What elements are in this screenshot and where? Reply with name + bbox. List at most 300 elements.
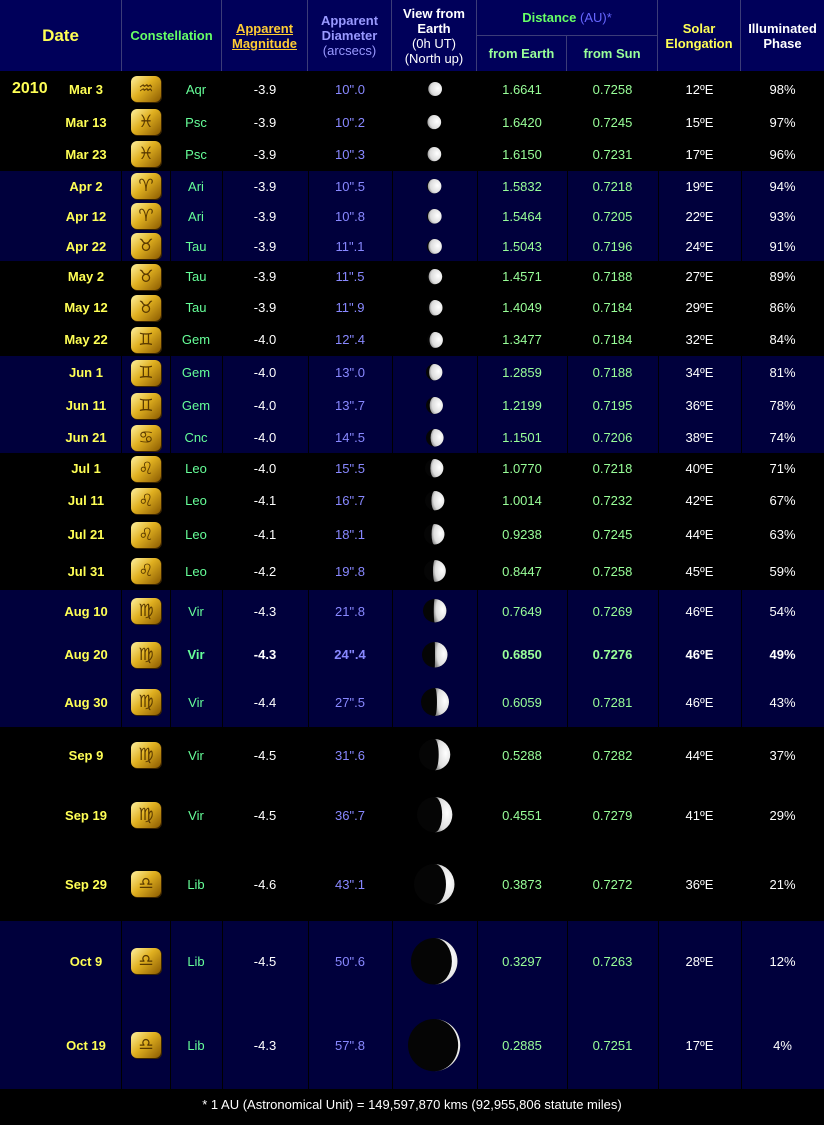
row-phase: 78% <box>769 398 796 413</box>
row-constellation: Leo <box>185 461 207 476</box>
column-divider <box>741 138 742 170</box>
row-distance-earth: 1.6420 <box>502 114 542 130</box>
row-distance-sun: 0.7206 <box>592 430 633 445</box>
row-date: Apr 22 <box>65 238 107 254</box>
zodiac-sign-icon <box>122 727 170 783</box>
row-view <box>392 292 477 323</box>
column-divider <box>308 677 309 727</box>
zodiac-glyph: ♎ <box>131 1032 161 1058</box>
row-phase: 84% <box>769 332 796 347</box>
header-elongation-line1: Solar <box>682 20 716 36</box>
column-divider <box>741 292 742 323</box>
column-divider <box>392 727 393 783</box>
row-constellation: Tau <box>185 269 207 284</box>
row-magnitude: -3.9 <box>253 208 277 224</box>
column-divider <box>308 201 309 231</box>
year-label: 2010 <box>12 80 48 97</box>
row-elongation: 36ºE <box>685 398 714 413</box>
column-divider <box>170 292 171 323</box>
row-distance-earth: 0.6850 <box>502 647 542 662</box>
column-divider <box>170 590 171 632</box>
column-divider <box>567 422 568 453</box>
row-distance-earth: 0.3297 <box>502 953 542 969</box>
column-divider <box>567 517 568 552</box>
column-divider <box>567 921 568 1001</box>
row-constellation: Gem <box>181 365 211 380</box>
column-divider <box>658 847 659 921</box>
row-distance-sun: 0.7279 <box>592 807 633 823</box>
column-divider <box>392 517 393 552</box>
row-magnitude: -4.0 <box>253 461 277 476</box>
row-diameter: 11".5 <box>335 269 365 284</box>
row-phase: 59% <box>769 563 796 579</box>
row-distance-earth: 1.0770 <box>502 461 542 476</box>
header-elongation-line2: Elongation <box>665 35 733 51</box>
row-date: Jul 1 <box>71 461 101 476</box>
row-date: Apr 2 <box>69 178 103 194</box>
zodiac-sign-icon <box>122 590 170 632</box>
row-distance-sun: 0.7276 <box>592 647 633 662</box>
column-divider <box>741 171 742 201</box>
table-row <box>0 261 824 292</box>
column-divider <box>567 590 568 632</box>
row-distance-sun: 0.7231 <box>592 146 633 162</box>
row-phase: 43% <box>769 694 796 710</box>
column-divider <box>392 552 393 590</box>
zodiac-glyph: ♍ <box>131 802 161 828</box>
column-divider <box>170 356 171 389</box>
column-divider <box>121 323 122 356</box>
column-divider <box>567 231 568 261</box>
row-magnitude: -3.9 <box>253 269 277 284</box>
zodiac-glyph: ♊ <box>131 360 161 386</box>
column-divider <box>121 231 122 261</box>
column-divider <box>477 517 478 552</box>
column-divider <box>121 201 122 231</box>
zodiac-glyph: ♈ <box>131 203 161 229</box>
column-divider <box>392 484 393 517</box>
column-divider <box>567 552 568 590</box>
column-divider <box>121 292 122 323</box>
zodiac-sign-icon <box>122 106 170 138</box>
column-divider <box>477 171 478 201</box>
column-divider <box>222 389 223 422</box>
column-divider <box>170 847 171 921</box>
row-distance-sun: 0.7184 <box>592 300 633 315</box>
column-divider <box>477 292 478 323</box>
row-distance-sun: 0.7272 <box>592 876 633 892</box>
column-divider <box>222 231 223 261</box>
column-divider <box>170 484 171 517</box>
header-distance-unit: (AU)* <box>580 10 612 25</box>
table-row <box>0 292 824 323</box>
column-divider <box>222 1001 223 1089</box>
row-phase: 97% <box>769 114 796 130</box>
column-divider <box>477 677 478 727</box>
column-divider <box>741 921 742 1001</box>
row-phase: 54% <box>769 603 796 619</box>
zodiac-glyph: ♌ <box>131 522 161 548</box>
row-date: Mar 23 <box>65 146 107 162</box>
row-magnitude: -4.6 <box>253 876 277 892</box>
header-from-earth-label: from Earth <box>488 46 555 61</box>
venus-phase-icon <box>409 936 459 986</box>
row-elongation: 44ºE <box>685 747 714 763</box>
column-divider <box>222 261 223 292</box>
table-row <box>0 727 824 783</box>
column-divider <box>121 453 122 484</box>
row-elongation: 27ºE <box>685 269 714 284</box>
column-divider <box>222 921 223 1001</box>
column-divider <box>170 231 171 261</box>
row-distance-sun: 0.7196 <box>592 238 633 254</box>
row-diameter: 10".0 <box>335 81 365 97</box>
row-distance-sun: 0.7258 <box>592 81 633 97</box>
header-illuminated-phase <box>741 0 824 71</box>
column-divider <box>222 783 223 847</box>
column-divider <box>222 632 223 677</box>
header-from-sun-label: from Sun <box>583 46 641 61</box>
column-divider <box>741 422 742 453</box>
venus-phase-icon <box>419 686 451 718</box>
column-divider <box>741 389 742 422</box>
row-view <box>392 323 477 356</box>
column-divider <box>741 323 742 356</box>
row-diameter: 13".7 <box>335 398 365 413</box>
row-view <box>392 847 477 921</box>
zodiac-glyph: ♒ <box>131 76 161 102</box>
table-row <box>0 106 824 138</box>
row-date: May 22 <box>64 332 108 347</box>
column-divider <box>477 484 478 517</box>
row-distance-earth: 0.3873 <box>502 876 542 892</box>
row-elongation: 36ºE <box>685 876 714 892</box>
column-divider <box>170 453 171 484</box>
column-divider <box>170 171 171 201</box>
column-divider <box>477 138 478 170</box>
row-constellation: Aqr <box>185 81 207 97</box>
zodiac-sign-icon <box>122 517 170 552</box>
column-divider <box>658 323 659 356</box>
row-elongation: 40ºE <box>685 461 714 476</box>
row-constellation: Leo <box>185 527 207 542</box>
column-divider <box>222 138 223 170</box>
column-divider <box>308 422 309 453</box>
row-phase: 37% <box>769 747 796 763</box>
row-elongation: 15ºE <box>685 114 714 130</box>
row-phase: 89% <box>769 269 796 284</box>
header-solar-elongation <box>658 0 741 71</box>
row-phase: 86% <box>769 300 796 315</box>
row-date: Sep 29 <box>65 876 107 892</box>
column-divider <box>308 292 309 323</box>
venus-phase-icon <box>421 597 448 624</box>
header-view-sub2: (North up) <box>404 50 464 66</box>
row-phase: 29% <box>769 807 796 823</box>
row-view <box>392 201 477 231</box>
row-date: May 2 <box>67 269 105 284</box>
row-date: Oct 19 <box>66 1037 106 1053</box>
column-divider <box>308 1001 309 1089</box>
venus-phase-icon <box>425 298 445 318</box>
row-magnitude: -3.9 <box>253 81 277 97</box>
row-date: Mar 3 <box>69 81 103 97</box>
zodiac-glyph: ♉ <box>131 233 161 259</box>
table-row <box>0 231 824 261</box>
row-elongation: 29ºE <box>685 300 714 315</box>
zodiac-glyph: ♊ <box>131 393 161 419</box>
row-date: Aug 20 <box>64 647 108 662</box>
row-view <box>392 453 477 484</box>
row-magnitude: -3.9 <box>253 146 277 162</box>
row-diameter: 13".0 <box>335 365 365 380</box>
zodiac-glyph: ♍ <box>131 689 161 715</box>
row-view <box>392 389 477 422</box>
row-distance-earth: 1.6150 <box>502 146 542 162</box>
column-divider <box>658 921 659 1001</box>
column-divider <box>477 632 478 677</box>
row-distance-sun: 0.7205 <box>592 208 633 224</box>
row-constellation: Psc <box>185 146 207 162</box>
zodiac-glyph: ♌ <box>131 488 161 514</box>
column-divider <box>477 231 478 261</box>
column-divider <box>308 453 309 484</box>
venus-phase-icon <box>424 395 445 416</box>
header-magnitude-line2[interactable]: Magnitude <box>232 35 297 51</box>
column-divider <box>222 677 223 727</box>
column-divider <box>392 106 393 138</box>
column-divider <box>392 783 393 847</box>
row-distance-sun: 0.7218 <box>592 461 633 476</box>
column-divider <box>308 138 309 170</box>
row-distance-earth: 1.1501 <box>502 430 542 445</box>
column-divider <box>308 517 309 552</box>
row-elongation: 46ºE <box>685 603 714 619</box>
row-date: Jun 21 <box>65 430 107 445</box>
row-elongation: 46ºE <box>685 647 714 662</box>
row-magnitude: -4.3 <box>253 647 277 662</box>
row-elongation: 28ºE <box>685 953 714 969</box>
column-divider <box>392 632 393 677</box>
column-divider <box>308 783 309 847</box>
column-divider <box>658 356 659 389</box>
column-divider <box>567 783 568 847</box>
header-distance <box>477 0 658 36</box>
row-view <box>392 632 477 677</box>
column-divider <box>741 484 742 517</box>
zodiac-sign-icon <box>122 138 170 170</box>
header-magnitude-line1[interactable]: Apparent <box>235 20 294 36</box>
row-date: Oct 9 <box>69 953 103 969</box>
zodiac-glyph: ♋ <box>131 425 161 451</box>
header-phase-line1: Illuminated <box>748 20 817 36</box>
header-constellation-label: Constellation <box>130 28 213 43</box>
column-divider <box>170 783 171 847</box>
column-divider <box>658 422 659 453</box>
table-row <box>0 552 824 590</box>
column-divider <box>658 783 659 847</box>
table-row <box>0 323 824 356</box>
row-constellation: Vir <box>188 807 204 823</box>
row-distance-earth: 1.5464 <box>502 208 542 224</box>
table-row <box>0 138 824 170</box>
row-distance-sun: 0.7195 <box>592 398 633 413</box>
column-divider <box>121 73 122 105</box>
header-from-sun <box>567 36 658 71</box>
row-distance-sun: 0.7188 <box>592 365 633 380</box>
header-diameter-line2: Diameter <box>321 28 378 43</box>
row-diameter: 19".8 <box>335 563 365 579</box>
column-divider <box>121 677 122 727</box>
row-magnitude: -4.5 <box>253 953 277 969</box>
column-divider <box>392 231 393 261</box>
column-divider <box>222 847 223 921</box>
row-constellation: Vir <box>188 603 204 619</box>
column-divider <box>567 727 568 783</box>
row-phase: 96% <box>769 146 796 162</box>
zodiac-sign-icon <box>122 73 170 105</box>
column-divider <box>392 356 393 389</box>
header-apparent-diameter <box>308 0 392 71</box>
zodiac-glyph: ♍ <box>131 598 161 624</box>
column-divider <box>567 106 568 138</box>
row-phase: 94% <box>769 178 796 194</box>
column-divider <box>741 106 742 138</box>
table-row <box>0 73 824 105</box>
row-view <box>392 138 477 170</box>
row-view <box>392 171 477 201</box>
column-divider <box>222 727 223 783</box>
row-phase: 4% <box>773 1037 792 1053</box>
row-diameter: 36".7 <box>335 807 365 823</box>
column-divider <box>392 1001 393 1089</box>
row-diameter: 43".1 <box>335 876 365 892</box>
zodiac-sign-icon <box>122 422 170 453</box>
column-divider <box>121 106 122 138</box>
row-diameter: 11".1 <box>335 238 365 254</box>
column-divider <box>308 847 309 921</box>
row-view <box>392 552 477 590</box>
table-row <box>0 847 824 921</box>
table-row <box>0 783 824 847</box>
row-elongation: 12ºE <box>685 81 714 97</box>
column-divider <box>741 727 742 783</box>
row-constellation: Vir <box>188 747 204 763</box>
row-elongation: 34ºE <box>685 365 714 380</box>
column-divider <box>222 552 223 590</box>
column-divider <box>477 389 478 422</box>
row-diameter: 10".5 <box>335 178 365 194</box>
row-diameter: 31".6 <box>335 747 365 763</box>
zodiac-sign-icon <box>122 484 170 517</box>
column-divider <box>658 632 659 677</box>
column-divider <box>567 484 568 517</box>
row-date: Apr 12 <box>65 208 107 224</box>
row-constellation: Vir <box>188 694 204 710</box>
venus-phase-icon <box>417 737 452 772</box>
row-distance-sun: 0.7188 <box>592 269 633 284</box>
zodiac-glyph: ♉ <box>131 295 161 321</box>
column-divider <box>170 138 171 170</box>
row-constellation: Lib <box>187 953 205 969</box>
column-divider <box>170 1001 171 1089</box>
row-constellation: Leo <box>185 563 207 579</box>
row-diameter: 10".8 <box>335 208 365 224</box>
column-divider <box>567 677 568 727</box>
column-divider <box>658 727 659 783</box>
row-constellation: Ari <box>188 178 204 194</box>
column-divider <box>121 552 122 590</box>
row-elongation: 22ºE <box>685 208 714 224</box>
row-view <box>392 484 477 517</box>
row-diameter: 27".5 <box>335 694 365 710</box>
header-from-earth <box>477 36 567 71</box>
row-distance-earth: 0.9238 <box>502 527 542 542</box>
row-elongation: 24ºE <box>685 238 714 254</box>
row-view <box>392 1001 477 1089</box>
row-magnitude: -4.5 <box>253 807 277 823</box>
zodiac-sign-icon <box>122 453 170 484</box>
row-magnitude: -4.5 <box>253 747 277 763</box>
table-row <box>0 453 824 484</box>
column-divider <box>477 453 478 484</box>
column-divider <box>121 847 122 921</box>
column-divider <box>477 106 478 138</box>
venus-phase-icon <box>425 177 443 195</box>
column-divider <box>308 171 309 201</box>
zodiac-glyph: ♓ <box>131 109 161 135</box>
row-date: Aug 10 <box>64 603 108 619</box>
row-diameter: 57".8 <box>335 1037 365 1053</box>
row-magnitude: -4.2 <box>253 563 277 579</box>
column-divider <box>567 389 568 422</box>
row-diameter: 10".2 <box>335 114 365 130</box>
column-divider <box>308 921 309 1001</box>
zodiac-glyph: ♌ <box>131 558 161 584</box>
zodiac-sign-icon <box>122 292 170 323</box>
column-divider <box>308 590 309 632</box>
column-divider <box>392 921 393 1001</box>
column-divider <box>658 484 659 517</box>
column-divider <box>222 453 223 484</box>
column-divider <box>121 783 122 847</box>
column-divider <box>121 261 122 292</box>
row-elongation: 46ºE <box>685 694 714 710</box>
column-divider <box>567 356 568 389</box>
header-apparent-magnitude[interactable] <box>222 0 308 71</box>
column-divider <box>170 422 171 453</box>
row-distance-sun: 0.7184 <box>592 332 633 347</box>
table-row <box>0 171 824 201</box>
column-divider <box>567 632 568 677</box>
table-row <box>0 422 824 453</box>
row-constellation: Tau <box>185 238 207 254</box>
header-date <box>0 0 122 71</box>
zodiac-glyph: ♈ <box>131 173 161 199</box>
column-divider <box>741 677 742 727</box>
row-distance-earth: 0.7649 <box>502 603 542 619</box>
row-elongation: 19ºE <box>685 178 714 194</box>
column-divider <box>170 552 171 590</box>
row-diameter: 24".4 <box>334 647 366 662</box>
column-divider <box>477 1001 478 1089</box>
column-divider <box>658 292 659 323</box>
row-elongation: 32ºE <box>685 332 714 347</box>
column-divider <box>121 138 122 170</box>
row-distance-sun: 0.7258 <box>592 563 633 579</box>
column-divider <box>477 261 478 292</box>
column-divider <box>477 422 478 453</box>
